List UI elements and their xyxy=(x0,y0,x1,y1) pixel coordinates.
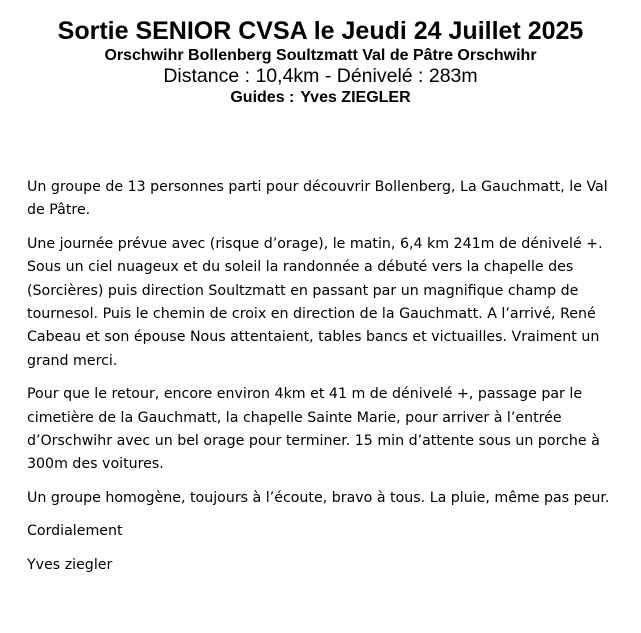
guide-name: Yves ZIEGLER xyxy=(300,89,411,106)
paragraph-group: Un groupe de 13 personnes parti pour découvrir Bollenberg, La Gauchmatt, le Val de Pâtre. xyxy=(27,179,608,219)
guides-label: Guides : xyxy=(230,89,295,106)
document-header xyxy=(0,16,641,108)
closing-salutation: Cordialement xyxy=(27,523,123,540)
paragraph-return: Pour que le retour, encore environ 4km et 41 m de dénivelé +, passage par le cimetière de la Gauchmatt, la chapelle Sainte Marie, pour arriver à l’entrée d’Orschwihr avec un bel orage pour terminer. 15 min d’attente sous un porche à 300m des voitures. xyxy=(27,386,600,473)
guides-line xyxy=(0,88,641,108)
report-body xyxy=(27,176,627,587)
paragraph-morning: Une journée prévue avec (risque d’orage), le matin, 6,4 km 241m de dénivelé +. Sous un ciel nuageux et du soleil la randonnée a débuté vers la chapelle des (Sorcières) puis direction Soultzmatt en passant par un magnifique champ de tournesol. Puis le chemin de croix en direction de la Gauchmatt. A l’arrivé, René Cabeau et son épouse Nous attentaient, tables bancs et victuailles. Vraiment un grand merci. xyxy=(27,235,603,369)
paragraph-conclusion: Un groupe homogène, toujours à l’écoute, bravo à tous. La pluie, même pas peur. xyxy=(27,489,610,506)
distance-elevation: Distance : 10,4km - Dénivelé : 283m xyxy=(163,65,478,87)
signature: Yves ziegler xyxy=(27,556,113,573)
page-title: Sortie SENIOR CVSA le Jeudi 24 Juillet 2025 xyxy=(57,17,584,45)
route-subtitle: Orschwihr Bollenberg Soultzmatt Val de Pâtre Orschwihr xyxy=(104,47,537,64)
